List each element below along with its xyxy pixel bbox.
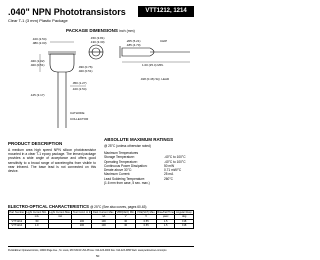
electro-optical-table [8, 210, 194, 229]
dimension-labels [30, 36, 170, 121]
table-unit: nA [92, 215, 116, 219]
table-cell: 30 [115, 224, 136, 228]
led-leads [58, 72, 66, 128]
page-subtitle: Clear T-1 (3 mm) Plastic Package [8, 18, 68, 23]
table-cell [48, 224, 72, 228]
dim-label: .080 (2.03) [32, 41, 47, 45]
table-cell: .50 [25, 219, 48, 223]
rating-value: 260°C [164, 176, 173, 181]
package-dimensions-heading: PACKAGE DIMENSIONS [66, 28, 118, 33]
dim-label: .205 (5.21) [126, 39, 141, 43]
rating-value: 25 mA [164, 172, 174, 177]
table-cell: 100 [72, 224, 92, 228]
rating-label: Maximum Temperatures [104, 151, 139, 155]
part-number-badge: VTT1212, 1214 [138, 6, 194, 17]
rating-value: -40°C to 100°C [164, 159, 186, 164]
table-cell: 0.55 [136, 224, 156, 228]
table-header: Rise/Fall Time [157, 211, 174, 214]
table-cell: VTT1214 [9, 224, 26, 228]
electro-optical-unit: @ 25°C (See also curves, pages 60-63) [90, 205, 147, 209]
dim-label: .100 (2.54) [32, 37, 47, 41]
ratings-list [104, 151, 194, 185]
table-unit: V [115, 215, 136, 219]
table-unit: µsec [156, 215, 175, 219]
table-cell: 30 [115, 219, 136, 223]
dim-label: .185 (4.70) [126, 43, 141, 47]
table-cell: 0.55 [136, 219, 156, 223]
rating-value: 50 mW [164, 163, 175, 168]
table-cell: 1.5 [156, 219, 175, 223]
table-unit: mA [48, 215, 72, 219]
dim-label: .018 (0.46) SQ. LEAD [140, 77, 170, 81]
dim-label: CHIP [160, 39, 168, 43]
page-title: .040" NPN Phototransistors [8, 7, 126, 17]
rating-label: Operating Temperature: [104, 159, 138, 164]
absolute-max-ratings-subtitle: @ 25°C (unless otherwise noted) [104, 144, 151, 148]
rating-value: -40°C to 100°C [164, 155, 186, 160]
table-cell: ±18 [175, 224, 194, 228]
table-unit: mA [25, 215, 48, 219]
dim-label: .020 (0.51) [78, 69, 93, 73]
rating-row [104, 181, 194, 185]
table-cell: 1.0 [25, 224, 48, 228]
led-body-outline [48, 52, 76, 72]
package-dimensions-drawing [30, 36, 195, 134]
rating-label: Continuous Power Dissipation: [104, 163, 148, 168]
page-number: 50 [96, 254, 100, 258]
table-cell: 100 [92, 219, 116, 223]
table-unit: deg [175, 215, 194, 219]
rating-label: Maximum Current: [104, 172, 131, 177]
electro-optical-title [8, 204, 147, 209]
dim-label: .030 (0.76) [78, 65, 93, 69]
table-cell: VTT1212 [9, 219, 26, 223]
table-cell: 100 [72, 219, 92, 223]
dim-label: COLLECTOR [70, 117, 89, 121]
dim-label: .100 (2.54) [72, 87, 87, 91]
dim-label: .050 (1.27) [72, 81, 87, 85]
dim-label: .125 (3.17) [30, 93, 45, 97]
dim-label: .150 (3.81) [90, 36, 105, 40]
table-unit: V [136, 215, 156, 219]
dim-label: 1.00 (25.4) MIN. [142, 63, 164, 67]
table-cell: ±18 [175, 219, 194, 223]
dim-label: .130 (3.30) [90, 40, 105, 44]
table-header: VBR(CEO) Min. [116, 211, 135, 214]
led-side-view [120, 46, 190, 58]
table-header: VCE(SAT) Max. [137, 211, 156, 214]
dim-label: CATHODE [70, 111, 85, 115]
rating-label: Lead Soldering Temperature: [104, 176, 146, 181]
dim-label: .040 (1.02) [30, 59, 45, 63]
package-dimensions-unit: inch (mm) [119, 29, 135, 33]
table-row [9, 224, 194, 228]
table-header: Angular Resp. [175, 211, 193, 214]
table-header: Light Current Max. [49, 211, 71, 214]
table-cell: 100 [92, 224, 116, 228]
rating-label: Derate above 30°C: [104, 168, 133, 173]
footer-contact-text: PerkinElmer Optoelectronics, 10900 Page Ave., St. Louis, MO 63132 USA Phone: 314-423-4900 Fax: 314-423-3956 Web: www.perkinelmer.com/opto [8, 249, 167, 252]
rating-value [164, 181, 194, 185]
absolute-max-ratings-title: ABSOLUTE MAXIMUM RATINGS [104, 137, 174, 142]
table-header: Part Number [9, 211, 25, 214]
electro-optical-heading: ELECTRO-OPTICAL CHARACTERISTICS [8, 204, 89, 209]
package-dimensions-title [66, 28, 135, 33]
footer-divider [8, 246, 194, 247]
table-header: Test Cond. H fc [72, 211, 91, 214]
table-header: Dark Current Max. [93, 211, 115, 214]
product-description-title: PRODUCT DESCRIPTION [8, 141, 63, 146]
table-header: Light Current Min. [26, 211, 47, 214]
rating-value: 0.71 mW/°C [164, 168, 182, 173]
rating-label: Storage Temperature: [104, 155, 135, 160]
product-description-text: A medium area high speed NPN silicon phototransistor mounted in a clear T-1 epoxy package. The lensed package provides a wide angle of acceptance and offers good sensitivity to a broad range of wavelengths from visible to near infrared. The base lead is not connected on this device. [8, 148, 96, 174]
rating-label: (1.6 mm from case, 5 sec. max.) [104, 181, 150, 186]
led-end-view [89, 45, 103, 59]
table-cell: 1.5 [156, 224, 175, 228]
dim-label: .020 (0.51) [30, 63, 45, 67]
